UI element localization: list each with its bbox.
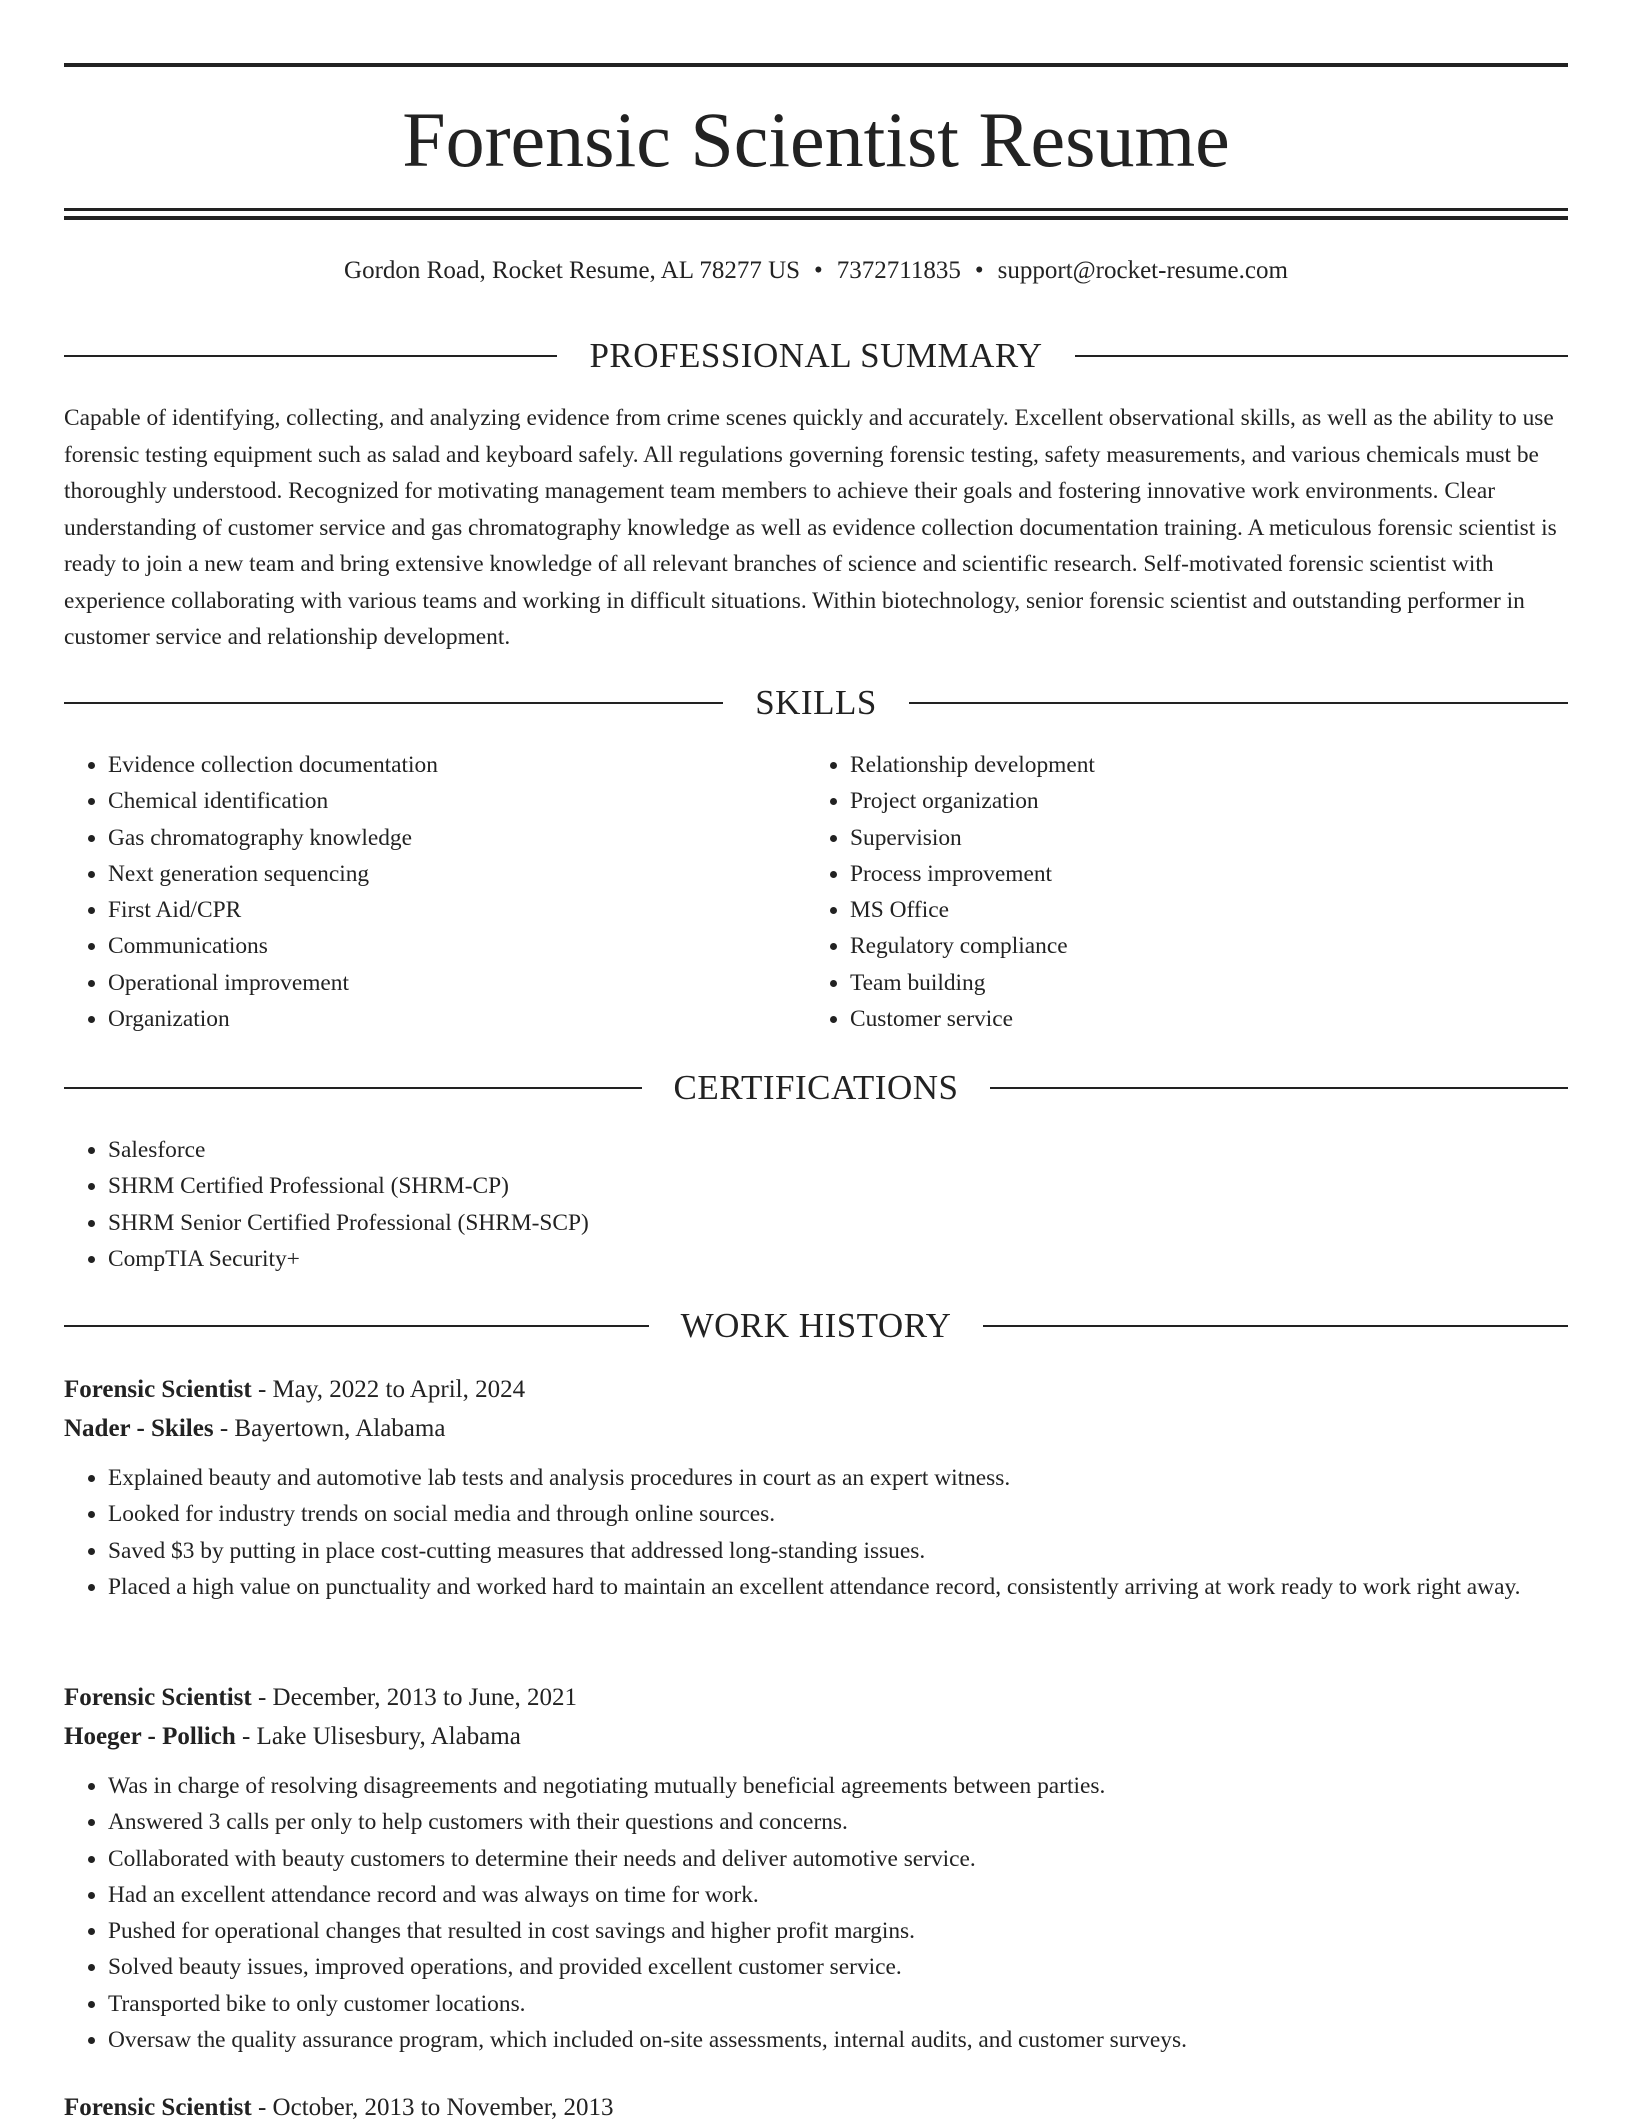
job-title: Forensic Scientist [64,2094,252,2121]
section-title: WORK HISTORY [680,1306,952,1345]
skill-item: • Evidence collection documentation [108,747,784,783]
skill-item: • Organization [108,1001,784,1037]
skill-item: • Customer service [850,1001,1526,1037]
skill-item: • Regulatory compliance [850,928,1526,964]
section-divider [909,702,1568,704]
job-title-line [64,2088,1568,2127]
job-company: Nader - Skiles [64,1415,214,1442]
skill-item: • Project organization [850,783,1526,819]
skill-item: • Next generation sequencing [108,856,784,892]
job-company-line [64,1409,1568,1448]
skill-item: • Process improvement [850,856,1526,892]
skill-item: • Chemical identification [108,783,784,819]
section-divider [64,1087,642,1089]
skills-column-left [64,747,784,1037]
professional-summary: Capable of identifying, collecting, and analyzing evidence from crime scenes quickly and accurately. Excellent observational skills, as well as the ability to use forensic testing equipment such as salad and keyboard safely. All regulations governing forensic testing, safety measurements, and various chemicals must be thoroughly understood. Recognized for motivating management team members to achieve their goals and fostering innovative work environments. Clear understanding of customer service and gas chromatography knowledge as well as evidence collection documentation training. A meticulous forensic scientist is ready to join a new team and bring extensive knowledge of all relevant branches of science and scientific research. Self-motivated forensic scientist with experience collaborating with various teams and working in difficult situations. Within biotechnology, senior forensic scientist and outstanding performer in customer service and relationship development. [64,405,1557,650]
job-dates: - October, 2013 to November, 2013 [257,2094,614,2121]
section-header-summary [64,334,1568,378]
section-header-skills [64,681,1568,725]
job-duty-item: • Was in charge of resolving disagreements and negotiating mutually beneficial agreements between parties. [108,1768,1568,1804]
section-title: CERTIFICATIONS [673,1068,959,1107]
certification-item: • Salesforce [108,1132,1568,1168]
section-divider [1075,355,1568,357]
job-title: Forensic Scientist [64,1376,252,1403]
job-dates: - May, 2022 to April, 2024 [257,1376,526,1403]
section-divider [64,702,723,704]
title-rule-upper [64,208,1568,211]
certification-item: • SHRM Senior Certified Professional (SHRM-SCP) [108,1205,1568,1241]
contact-email: support@rocket-resume.com [997,257,1288,284]
job-location: - Lake Ulisesbury, Alabama [241,1723,521,1750]
contact-address: Gordon Road, Rocket Resume, AL 78277 US [344,257,801,284]
skill-item: • Gas chromatography knowledge [108,820,784,856]
job-duties [64,1768,1568,2058]
skill-item: • Team building [850,965,1526,1001]
skill-item: • MS Office [850,892,1526,928]
job-duty-item: • Placed a high value on punctuality and worked hard to maintain an excellent attendance record, consistently arriving at work ready to work right away. [108,1569,1568,1605]
section-divider [990,1087,1568,1089]
section-header-certifications [64,1066,1568,1110]
contact-phone: 7372711835 [836,257,961,284]
resume-title: Forensic Scientist Resume [402,96,1230,183]
job-title-line [64,1370,1568,1409]
job-duty-item: • Pushed for operational changes that resulted in cost savings and higher profit margins. [108,1913,1568,1949]
job-entry [64,1678,1568,2058]
section-title: PROFESSIONAL SUMMARY [589,336,1043,375]
job-duty-item: • Had an excellent attendance record and was always on time for work. [108,1877,1568,1913]
certification-item: • CompTIA Security+ [108,1241,1568,1277]
job-title: Forensic Scientist [64,1684,252,1711]
title-rule-lower [64,216,1568,220]
job-duty-item: • Solved beauty issues, improved operations, and provided excellent customer service. [108,1949,1568,1985]
job-duty-item: • Answered 3 calls per only to help customers with their questions and concerns. [108,1804,1568,1840]
skill-item: • Relationship development [850,747,1526,783]
section-divider [64,1325,649,1327]
job-duty-item: • Oversaw the quality assurance program, which included on-site assessments, internal audits, and customer surveys. [108,2022,1568,2058]
skill-item: • Communications [108,928,784,964]
job-dates: - December, 2013 to June, 2021 [257,1684,578,1711]
job-company: Hoeger - Pollich [64,1723,236,1750]
certification-item: • SHRM Certified Professional (SHRM-CP) [108,1168,1568,1204]
section-header-work-history [64,1304,1568,1348]
job-entry [64,2088,1568,2127]
certifications-list [64,1132,1568,1277]
contact-separator: • [974,257,984,284]
skill-item: • Operational improvement [108,965,784,1001]
top-rule [64,63,1568,67]
job-duty-item: • Saved $3 by putting in place cost-cutting measures that addressed long-standing issues. [108,1533,1568,1569]
section-divider [64,355,557,357]
job-duty-item: • Looked for industry trends on social media and through online sources. [108,1496,1568,1532]
section-title: SKILLS [755,683,877,722]
job-duty-item: • Explained beauty and automotive lab tests and analysis procedures in court as an expert witness. [108,1460,1568,1496]
job-duties [64,1460,1568,1605]
job-entry [64,1370,1568,1605]
job-duty-item: • Transported bike to only customer locations. [108,1986,1568,2022]
job-company-line [64,1717,1568,1756]
skills-column-right [806,747,1526,1037]
skill-item: • First Aid/CPR [108,892,784,928]
section-divider [983,1325,1568,1327]
job-title-line [64,1678,1568,1717]
skill-item: • Supervision [850,820,1526,856]
contact-line [64,254,1568,288]
job-duty-item: • Collaborated with beauty customers to determine their needs and deliver automotive service. [108,1841,1568,1877]
job-location: - Bayertown, Alabama [219,1415,446,1442]
contact-separator: • [814,257,823,284]
